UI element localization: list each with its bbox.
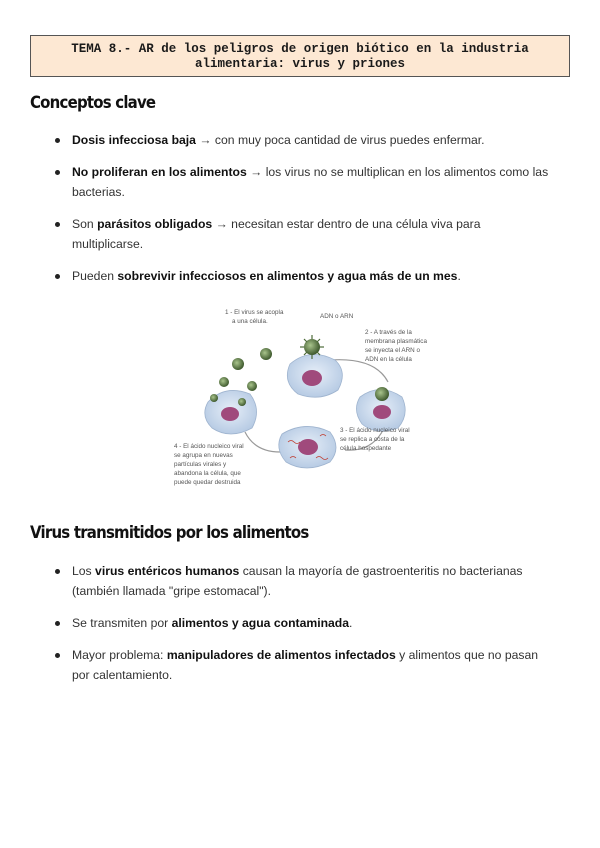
item-text: y alimentos que no pasan por calentamiento. [72,648,539,682]
item-pre: Son [72,217,98,231]
item-bold: sobrevivir infecciosos en alimentos y agua más de un mes [117,269,458,283]
item-bold: Dosis infecciosa baja [72,133,196,147]
caption-step4-line2: se agrupa en nuevas [174,452,233,459]
caption-step4-line3: partículas virales y [174,461,227,468]
arrow-step-4 [245,432,280,452]
host-cell-1 [287,354,342,397]
list-item [52,613,552,633]
virus-cycle-illustration [170,302,430,502]
list-item [52,561,552,601]
list-item [52,266,552,286]
caption-step1-line2: a una célula. [232,318,268,325]
item-pre: Se transmiten por [72,616,172,630]
item-text: causan la mayoría de gastroenteritis no bacterianas (también llamada "gripe estomacal"). [72,564,523,598]
caption-step1-line1: 1 - El virus se acopla [225,309,284,316]
item-bold: manipuladores de alimentos infectados [166,648,396,662]
caption-step2-line4: ADN en la célula [365,356,412,363]
caption-step3-line2: se replica a costa de la [340,436,405,443]
item-pre: Los [72,564,96,578]
item-bold: alimentos y agua contaminada [171,616,350,630]
list-item [52,162,552,202]
heading-conceptos-clave: Conceptos clave [30,93,156,113]
item-bold: parásitos obligados [97,217,213,231]
host-cell-2 [356,387,405,431]
item-bold: virus entéricos humanos [95,564,240,578]
list-item [52,214,552,254]
concepts-list [52,130,552,298]
item-text: → los virus no se multiplican en los alimentos como las bacterias. [72,165,549,199]
item-bold: No proliferan en los alimentos [72,165,247,179]
label-adn-arn: ADN o ARN [320,313,354,320]
caption-step3-line3: célula hospedante [340,445,392,452]
heading-virus-transmitidos: Virus transmitidos por los alimentos [30,523,309,543]
caption-step4-line5: puede quedar destruida [174,479,241,486]
caption-step4-line4: abandona la célula, que [174,470,241,477]
item-text: → con muy poca cantidad de virus puedes enfermar. [195,133,485,147]
caption-step3-line1: 3 - El ácido nucleico viral [340,427,410,434]
caption-step2-line1: 2 - A través de la [365,329,412,336]
caption-step4-line1: 4 - El ácido nucleico viral [174,443,244,450]
item-text: . [349,616,353,630]
title-line-2: alimentaria: virus y priones [194,57,406,71]
list-item [52,645,552,685]
virus-list [52,561,552,697]
caption-step2-line2: membrana plasmática [365,338,427,345]
caption-step2-line3: se inyecta el ARN o [365,347,420,354]
title-line-1: TEMA 8.- AR de los peligros de origen biótico en la industria [71,42,529,56]
item-text: → necesitan estar dentro de una célula viva para multiplicarse. [72,217,481,251]
item-text: . [457,269,461,283]
host-cell-3 [279,426,336,468]
item-pre: Mayor problema: [72,648,167,662]
list-item [52,130,552,150]
item-pre: Pueden [72,269,118,283]
document-title-box [30,35,570,77]
virus-replication-figure [170,302,430,502]
